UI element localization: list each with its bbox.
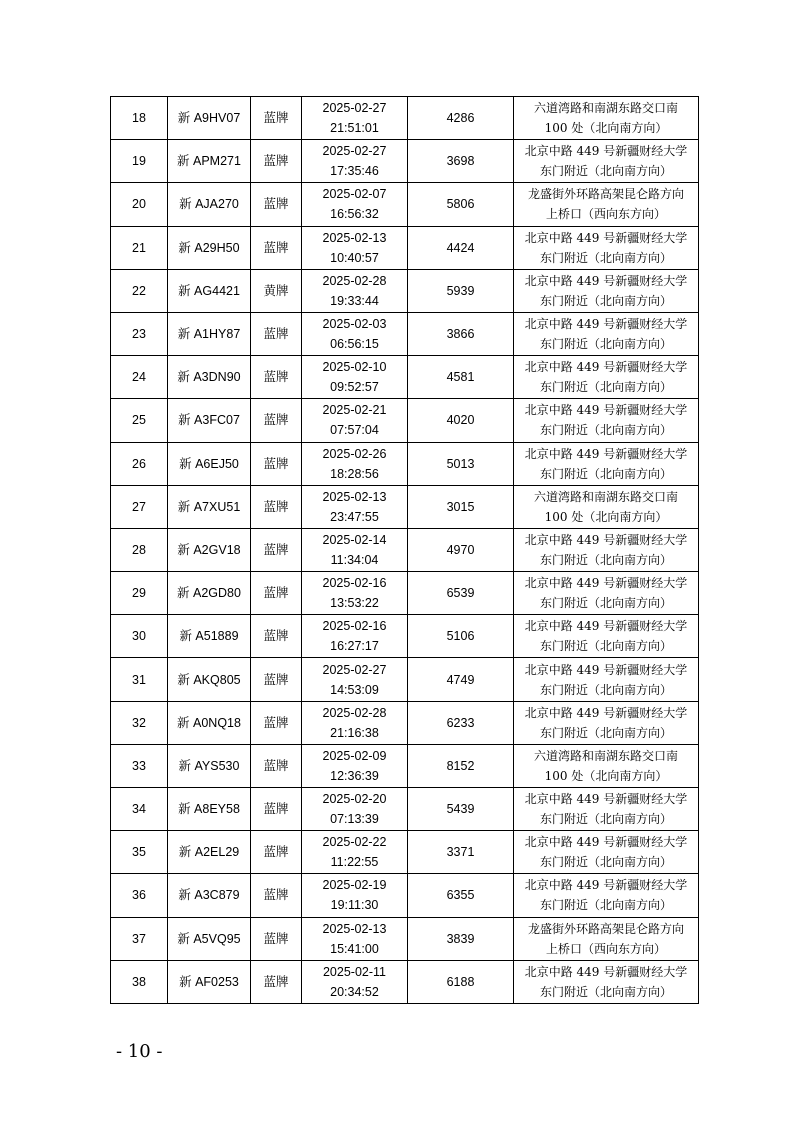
value-cell: 4581 (408, 356, 514, 399)
location-line-2: 东门附近（北向南方向） (539, 639, 672, 654)
timestamp-date: 2025-02-26 (322, 446, 387, 461)
plate-number-cell: 新 A6EJ50 (168, 442, 251, 485)
plate-color-cell: 蓝牌 (251, 97, 302, 140)
location-line-1: 北京中路 449 号新疆财经大学 (524, 619, 688, 634)
timestamp-cell (302, 399, 408, 442)
location-line-1: 北京中路 449 号新疆财经大学 (524, 964, 688, 979)
plate-number-cell: 新 A3FC07 (168, 399, 251, 442)
plate-color-cell: 蓝牌 (251, 485, 302, 528)
timestamp-time: 11:22:55 (330, 855, 379, 870)
location-line-1: 北京中路 449 号新疆财经大学 (524, 273, 688, 288)
plate-number-cell: 新 A2GD80 (168, 572, 251, 615)
timestamp-time: 10:40:57 (330, 250, 379, 265)
plate-color-cell: 蓝牌 (251, 874, 302, 917)
timestamp-time: 09:52:57 (330, 380, 379, 395)
location-line-1: 六道湾路和南湖东路交口南 (533, 101, 678, 116)
table-row (111, 744, 699, 787)
location-line-2: 东门附近（北向南方向） (539, 293, 672, 308)
location-line-1: 北京中路 449 号新疆财经大学 (524, 705, 688, 720)
row-number-cell: 32 (111, 701, 168, 744)
timestamp-cell (302, 140, 408, 183)
location-line-2: 东门附近（北向南方向） (539, 984, 672, 999)
plate-color-cell: 蓝牌 (251, 788, 302, 831)
value-cell: 3866 (408, 312, 514, 355)
timestamp-cell (302, 615, 408, 658)
timestamp-cell (302, 528, 408, 571)
timestamp-date: 2025-02-10 (322, 360, 387, 375)
timestamp-cell (302, 183, 408, 226)
plate-number-cell: 新 A3C879 (168, 874, 251, 917)
table-row (111, 485, 699, 528)
location-line-2: 上桥口（西向东方向） (545, 941, 666, 956)
location-line-2: 东门附近（北向南方向） (539, 380, 672, 395)
location-cell (514, 183, 699, 226)
timestamp-cell (302, 312, 408, 355)
location-line-1: 北京中路 449 号新疆财经大学 (524, 144, 688, 159)
value-cell: 4020 (408, 399, 514, 442)
plate-color-cell: 蓝牌 (251, 442, 302, 485)
page-number: - 10 - (116, 1041, 163, 1062)
location-line-1: 北京中路 449 号新疆财经大学 (524, 230, 688, 245)
timestamp-cell (302, 442, 408, 485)
plate-number-cell: 新 AJA270 (168, 183, 251, 226)
plate-color-cell: 蓝牌 (251, 226, 302, 269)
timestamp-cell (302, 97, 408, 140)
row-number-cell: 22 (111, 269, 168, 312)
plate-number-cell: 新 A8EY58 (168, 788, 251, 831)
location-line-1: 北京中路 449 号新疆财经大学 (524, 403, 688, 418)
value-cell: 4970 (408, 528, 514, 571)
location-line-1: 北京中路 449 号新疆财经大学 (524, 835, 688, 850)
table-row (111, 874, 699, 917)
timestamp-time: 14:53:09 (330, 682, 379, 697)
location-line-1: 北京中路 449 号新疆财经大学 (524, 662, 688, 677)
location-cell (514, 572, 699, 615)
row-number-cell: 23 (111, 312, 168, 355)
table-row (111, 356, 699, 399)
value-cell: 6355 (408, 874, 514, 917)
value-cell: 8152 (408, 744, 514, 787)
timestamp-cell (302, 960, 408, 1003)
records-body (111, 97, 699, 1004)
timestamp-date: 2025-02-03 (322, 317, 387, 332)
value-cell: 5106 (408, 615, 514, 658)
value-cell: 3698 (408, 140, 514, 183)
timestamp-date: 2025-02-16 (322, 619, 387, 634)
location-cell (514, 140, 699, 183)
timestamp-time: 11:34:04 (330, 552, 379, 567)
timestamp-time: 19:33:44 (330, 293, 379, 308)
location-line-2: 东门附近（北向南方向） (539, 898, 672, 913)
location-cell (514, 658, 699, 701)
location-line-1: 六道湾路和南湖东路交口南 (533, 748, 678, 763)
timestamp-cell (302, 658, 408, 701)
timestamp-time: 13:53:22 (330, 596, 379, 611)
plate-number-cell: 新 A3DN90 (168, 356, 251, 399)
timestamp-time: 18:28:56 (330, 466, 379, 481)
timestamp-date: 2025-02-21 (322, 403, 387, 418)
row-number-cell: 31 (111, 658, 168, 701)
location-line-2: 上桥口（西向东方向） (545, 207, 666, 222)
location-line-2: 东门附近（北向南方向） (539, 337, 672, 352)
timestamp-date: 2025-02-19 (322, 878, 387, 893)
table-row (111, 97, 699, 140)
plate-color-cell: 黄牌 (251, 269, 302, 312)
timestamp-date: 2025-02-28 (322, 273, 387, 288)
plate-number-cell: 新 AG4421 (168, 269, 251, 312)
row-number-cell: 25 (111, 399, 168, 442)
location-line-2: 东门附近（北向南方向） (539, 596, 672, 611)
table-row (111, 701, 699, 744)
timestamp-date: 2025-02-28 (322, 705, 387, 720)
location-line-2: 东门附近（北向南方向） (539, 552, 672, 567)
table-row (111, 615, 699, 658)
plate-number-cell: 新 AYS530 (168, 744, 251, 787)
location-line-1: 北京中路 449 号新疆财经大学 (524, 317, 688, 332)
timestamp-time: 17:35:46 (330, 164, 379, 179)
location-line-1: 北京中路 449 号新疆财经大学 (524, 576, 688, 591)
row-number-cell: 28 (111, 528, 168, 571)
location-cell (514, 701, 699, 744)
location-cell (514, 917, 699, 960)
location-line-1: 北京中路 449 号新疆财经大学 (524, 446, 688, 461)
timestamp-date: 2025-02-14 (322, 532, 387, 547)
location-cell (514, 615, 699, 658)
timestamp-time: 06:56:15 (330, 337, 379, 352)
location-cell (514, 399, 699, 442)
plate-color-cell: 蓝牌 (251, 960, 302, 1003)
timestamp-date: 2025-02-09 (322, 748, 387, 763)
plate-number-cell: 新 APM271 (168, 140, 251, 183)
location-line-1: 龙盛街外环路高架昆仑路方向 (527, 921, 684, 936)
timestamp-date: 2025-02-27 (322, 144, 387, 159)
row-number-cell: 29 (111, 572, 168, 615)
table-row (111, 960, 699, 1003)
timestamp-time: 20:34:52 (330, 984, 379, 999)
row-number-cell: 37 (111, 917, 168, 960)
table-row (111, 226, 699, 269)
table-row (111, 183, 699, 226)
timestamp-time: 21:16:38 (330, 725, 379, 740)
table-row (111, 312, 699, 355)
plate-number-cell: 新 A5VQ95 (168, 917, 251, 960)
value-cell: 4286 (408, 97, 514, 140)
location-cell (514, 97, 699, 140)
plate-number-cell: 新 A1HY87 (168, 312, 251, 355)
timestamp-time: 23:47:55 (330, 509, 379, 524)
location-cell (514, 874, 699, 917)
location-line-2: 东门附近（北向南方向） (539, 250, 672, 265)
table-row (111, 399, 699, 442)
timestamp-cell (302, 356, 408, 399)
timestamp-date: 2025-02-20 (322, 792, 387, 807)
location-line-2: 东门附近（北向南方向） (539, 682, 672, 697)
location-line-1: 六道湾路和南湖东路交口南 (533, 489, 678, 504)
row-number-cell: 26 (111, 442, 168, 485)
plate-number-cell: 新 AF0253 (168, 960, 251, 1003)
location-cell (514, 226, 699, 269)
plate-color-cell: 蓝牌 (251, 831, 302, 874)
timestamp-time: 19:11:30 (330, 898, 379, 913)
plate-number-cell: 新 A0NQ18 (168, 701, 251, 744)
timestamp-cell (302, 701, 408, 744)
timestamp-time: 15:41:00 (330, 941, 379, 956)
timestamp-cell (302, 831, 408, 874)
plate-number-cell: 新 A51889 (168, 615, 251, 658)
row-number-cell: 27 (111, 485, 168, 528)
location-cell (514, 269, 699, 312)
value-cell: 6539 (408, 572, 514, 615)
location-cell (514, 744, 699, 787)
value-cell: 4749 (408, 658, 514, 701)
plate-color-cell: 蓝牌 (251, 183, 302, 226)
value-cell: 5939 (408, 269, 514, 312)
value-cell: 6233 (408, 701, 514, 744)
location-line-2: 东门附近（北向南方向） (539, 855, 672, 870)
records-table (110, 96, 699, 1004)
row-number-cell: 36 (111, 874, 168, 917)
plate-color-cell: 蓝牌 (251, 615, 302, 658)
value-cell: 3015 (408, 485, 514, 528)
row-number-cell: 35 (111, 831, 168, 874)
value-cell: 6188 (408, 960, 514, 1003)
plate-color-cell: 蓝牌 (251, 312, 302, 355)
timestamp-time: 16:27:17 (330, 639, 379, 654)
row-number-cell: 33 (111, 744, 168, 787)
location-line-1: 北京中路 449 号新疆财经大学 (524, 792, 688, 807)
location-line-2: 东门附近（北向南方向） (539, 423, 672, 438)
location-cell (514, 312, 699, 355)
location-cell (514, 442, 699, 485)
plate-color-cell: 蓝牌 (251, 356, 302, 399)
row-number-cell: 38 (111, 960, 168, 1003)
timestamp-date: 2025-02-13 (322, 230, 387, 245)
row-number-cell: 34 (111, 788, 168, 831)
timestamp-time: 07:13:39 (330, 812, 379, 827)
timestamp-date: 2025-02-27 (322, 101, 387, 116)
table-row (111, 269, 699, 312)
location-line-1: 北京中路 449 号新疆财经大学 (524, 532, 688, 547)
row-number-cell: 19 (111, 140, 168, 183)
plate-color-cell: 蓝牌 (251, 701, 302, 744)
plate-number-cell: 新 A9HV07 (168, 97, 251, 140)
location-cell (514, 356, 699, 399)
row-number-cell: 21 (111, 226, 168, 269)
timestamp-cell (302, 226, 408, 269)
table-row (111, 658, 699, 701)
timestamp-date: 2025-02-13 (322, 489, 387, 504)
timestamp-cell (302, 874, 408, 917)
timestamp-time: 21:51:01 (330, 121, 379, 136)
timestamp-date: 2025-02-27 (322, 662, 387, 677)
timestamp-time: 16:56:32 (330, 207, 379, 222)
table-row (111, 788, 699, 831)
plate-number-cell: 新 AKQ805 (168, 658, 251, 701)
timestamp-cell (302, 572, 408, 615)
timestamp-date: 2025-02-16 (322, 576, 387, 591)
location-line-2: 100 处（北向南方向） (544, 509, 668, 524)
plate-color-cell: 蓝牌 (251, 917, 302, 960)
plate-number-cell: 新 A29H50 (168, 226, 251, 269)
plate-color-cell: 蓝牌 (251, 572, 302, 615)
location-line-2: 东门附近（北向南方向） (539, 812, 672, 827)
timestamp-date: 2025-02-11 (322, 964, 386, 979)
location-line-2: 东门附近（北向南方向） (539, 466, 672, 481)
plate-color-cell: 蓝牌 (251, 140, 302, 183)
location-line-2: 东门附近（北向南方向） (539, 725, 672, 740)
location-line-1: 龙盛街外环路高架昆仑路方向 (527, 187, 684, 202)
location-line-1: 北京中路 449 号新疆财经大学 (524, 360, 688, 375)
table-row (111, 528, 699, 571)
timestamp-date: 2025-02-22 (322, 835, 387, 850)
plate-number-cell: 新 A2EL29 (168, 831, 251, 874)
value-cell: 5439 (408, 788, 514, 831)
table-row (111, 917, 699, 960)
timestamp-cell (302, 917, 408, 960)
timestamp-time: 07:57:04 (330, 423, 379, 438)
plate-color-cell: 蓝牌 (251, 658, 302, 701)
plate-number-cell: 新 A2GV18 (168, 528, 251, 571)
location-cell (514, 528, 699, 571)
timestamp-date: 2025-02-13 (322, 921, 387, 936)
row-number-cell: 30 (111, 615, 168, 658)
location-line-2: 100 处（北向南方向） (544, 768, 668, 783)
plate-number-cell: 新 A7XU51 (168, 485, 251, 528)
plate-color-cell: 蓝牌 (251, 744, 302, 787)
value-cell: 5806 (408, 183, 514, 226)
table-row (111, 442, 699, 485)
location-cell (514, 960, 699, 1003)
value-cell: 3371 (408, 831, 514, 874)
timestamp-date: 2025-02-07 (322, 187, 387, 202)
plate-color-cell: 蓝牌 (251, 528, 302, 571)
row-number-cell: 24 (111, 356, 168, 399)
timestamp-cell (302, 788, 408, 831)
location-line-2: 100 处（北向南方向） (544, 121, 668, 136)
timestamp-cell (302, 485, 408, 528)
timestamp-cell (302, 269, 408, 312)
table-row (111, 140, 699, 183)
value-cell: 4424 (408, 226, 514, 269)
plate-color-cell: 蓝牌 (251, 399, 302, 442)
row-number-cell: 18 (111, 97, 168, 140)
timestamp-cell (302, 744, 408, 787)
location-line-2: 东门附近（北向南方向） (539, 164, 672, 179)
timestamp-time: 12:36:39 (330, 768, 379, 783)
row-number-cell: 20 (111, 183, 168, 226)
location-cell (514, 788, 699, 831)
table-row (111, 831, 699, 874)
location-cell (514, 485, 699, 528)
value-cell: 5013 (408, 442, 514, 485)
location-cell (514, 831, 699, 874)
table-row (111, 572, 699, 615)
location-line-1: 北京中路 449 号新疆财经大学 (524, 878, 688, 893)
value-cell: 3839 (408, 917, 514, 960)
